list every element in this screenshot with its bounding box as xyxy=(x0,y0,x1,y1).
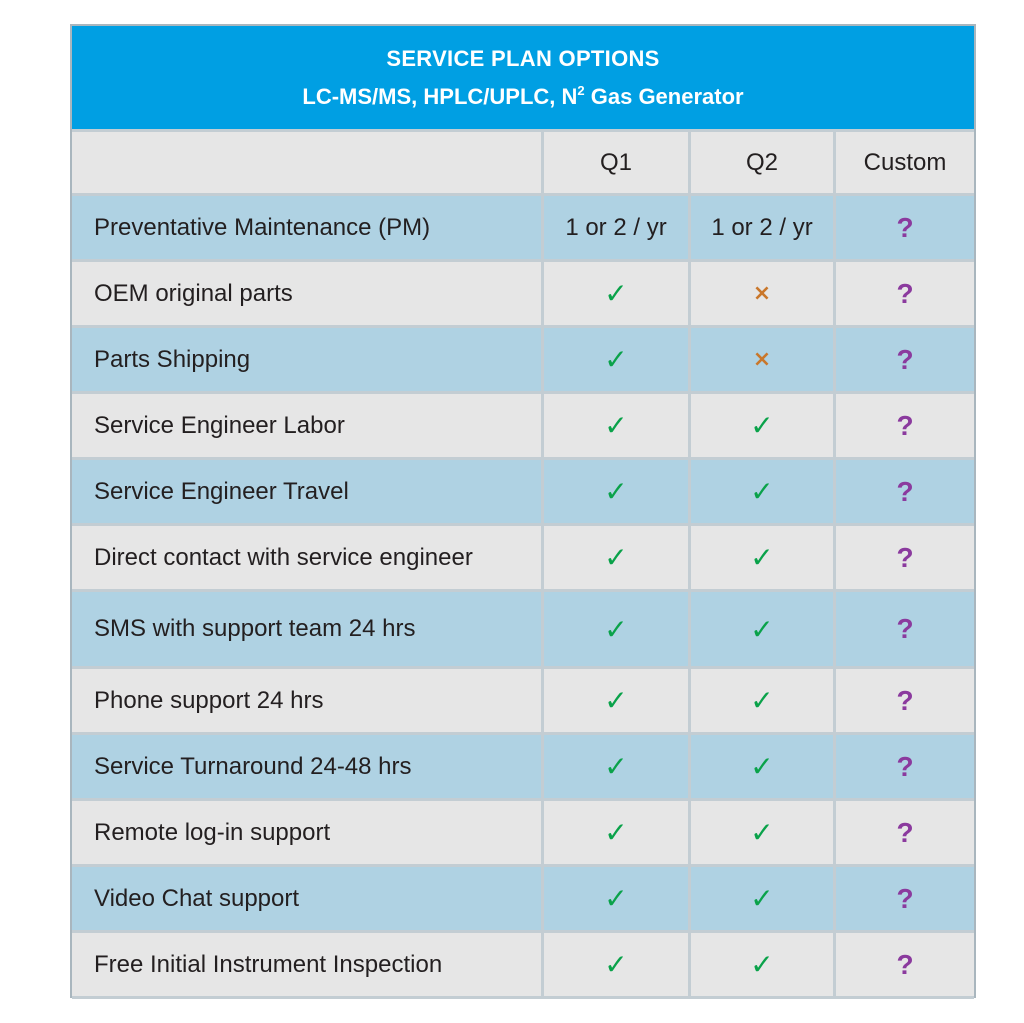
check-icon: ✓ xyxy=(604,816,628,849)
check-icon: ✓ xyxy=(604,343,628,376)
header-q1: Q1 xyxy=(544,129,691,196)
check-icon: ✓ xyxy=(604,948,628,981)
check-icon: ✓ xyxy=(750,684,774,717)
q1-cell xyxy=(544,735,691,801)
table-title-band xyxy=(72,26,974,129)
feature-label: Free Initial Instrument Inspection xyxy=(94,950,443,978)
check-icon: ✓ xyxy=(750,816,774,849)
question-icon: ? xyxy=(896,211,914,243)
q1-cell xyxy=(544,262,691,328)
question-icon: ? xyxy=(896,343,914,375)
check-icon: ✓ xyxy=(604,882,628,915)
check-icon: ✓ xyxy=(604,750,628,783)
feature-cell xyxy=(72,669,544,735)
feature-label: Video Chat support xyxy=(94,884,300,912)
feature-cell xyxy=(72,801,544,867)
feature-label: Service Engineer Travel xyxy=(94,477,349,505)
table-title: SERVICE PLAN OPTIONS xyxy=(386,46,660,71)
feature-cell xyxy=(72,867,544,933)
table-row xyxy=(72,735,974,801)
check-icon: ✓ xyxy=(604,409,628,442)
feature-label: Phone support 24 hrs xyxy=(94,686,324,714)
feature-label: Preventative Maintenance (PM) xyxy=(94,213,431,241)
table-grid xyxy=(72,129,974,999)
check-icon: ✓ xyxy=(750,882,774,915)
q2-cell xyxy=(691,867,836,933)
custom-cell xyxy=(836,669,974,735)
q2-cell xyxy=(691,526,836,592)
feature-cell xyxy=(72,328,544,394)
q1-cell xyxy=(544,394,691,460)
q1-cell xyxy=(544,526,691,592)
table-row xyxy=(72,196,974,262)
table-subtitle xyxy=(72,83,974,110)
question-icon: ? xyxy=(896,613,914,644)
check-icon: ✓ xyxy=(750,948,774,981)
question-icon: ? xyxy=(896,541,914,573)
table-row xyxy=(72,592,974,669)
check-icon: ✓ xyxy=(604,277,628,310)
cross-icon: × xyxy=(752,347,772,372)
check-icon: ✓ xyxy=(604,684,628,717)
check-icon: ✓ xyxy=(604,612,628,646)
custom-cell xyxy=(836,460,974,526)
custom-cell xyxy=(836,328,974,394)
cross-icon: × xyxy=(752,281,772,306)
feature-label: Parts Shipping xyxy=(94,345,251,373)
q2-cell xyxy=(691,394,836,460)
subtitle-suffix: Gas Generator xyxy=(584,84,744,109)
header-custom: Custom xyxy=(836,129,974,196)
custom-cell xyxy=(836,933,974,999)
custom-cell xyxy=(836,867,974,933)
q2-cell xyxy=(691,460,836,526)
q1-cell xyxy=(544,196,691,262)
table-header-row xyxy=(72,129,974,196)
table-row xyxy=(72,328,974,394)
question-icon: ? xyxy=(896,816,914,848)
table-row xyxy=(72,394,974,460)
feature-label: OEM original parts xyxy=(94,279,293,307)
q2-cell xyxy=(691,196,836,262)
question-icon: ? xyxy=(896,409,914,441)
check-icon: ✓ xyxy=(750,612,774,646)
q2-cell xyxy=(691,801,836,867)
subtitle-superscript: 2 xyxy=(577,83,585,98)
feature-cell xyxy=(72,262,544,328)
question-icon: ? xyxy=(896,750,914,782)
q1-cell xyxy=(544,933,691,999)
q1-cell xyxy=(544,801,691,867)
custom-cell xyxy=(836,801,974,867)
check-icon: ✓ xyxy=(750,750,774,783)
q2-cell xyxy=(691,592,836,669)
q2-cell xyxy=(691,735,836,801)
table-row xyxy=(72,526,974,592)
feature-cell xyxy=(72,526,544,592)
feature-label: Service Turnaround 24-48 hrs xyxy=(94,752,412,780)
q2-cell xyxy=(691,262,836,328)
custom-cell xyxy=(836,262,974,328)
table-row xyxy=(72,262,974,328)
q2-cell xyxy=(691,328,836,394)
feature-cell xyxy=(72,196,544,262)
q1-cell xyxy=(544,867,691,933)
question-icon: ? xyxy=(896,475,914,507)
service-plan-table xyxy=(70,24,976,998)
check-icon: ✓ xyxy=(750,409,774,442)
feature-cell xyxy=(72,394,544,460)
cell-value: 1 or 2 / yr xyxy=(711,213,813,241)
feature-cell xyxy=(72,592,544,669)
feature-label: Service Engineer Labor xyxy=(94,411,345,439)
table-row xyxy=(72,933,974,999)
feature-cell xyxy=(72,460,544,526)
check-icon: ✓ xyxy=(604,475,628,508)
q2-cell xyxy=(691,933,836,999)
check-icon: ✓ xyxy=(750,475,774,508)
question-icon: ? xyxy=(896,684,914,716)
q1-cell xyxy=(544,592,691,669)
q1-cell xyxy=(544,669,691,735)
cell-value: 1 or 2 / yr xyxy=(565,213,667,241)
table-row xyxy=(72,801,974,867)
custom-cell xyxy=(836,592,974,669)
header-feature xyxy=(72,129,544,196)
feature-label: Direct contact with service engineer xyxy=(94,543,473,571)
custom-cell xyxy=(836,394,974,460)
check-icon: ✓ xyxy=(604,541,628,574)
table-row xyxy=(72,867,974,933)
table-row xyxy=(72,460,974,526)
custom-cell xyxy=(836,196,974,262)
custom-cell xyxy=(836,735,974,801)
question-icon: ? xyxy=(896,277,914,309)
q1-cell xyxy=(544,328,691,394)
table-body xyxy=(72,196,974,999)
q1-cell xyxy=(544,460,691,526)
feature-cell xyxy=(72,933,544,999)
question-icon: ? xyxy=(896,948,914,980)
header-q2: Q2 xyxy=(691,129,836,196)
custom-cell xyxy=(836,526,974,592)
q2-cell xyxy=(691,669,836,735)
subtitle-prefix: LC-MS/MS, HPLC/UPLC, N xyxy=(302,84,578,109)
question-icon: ? xyxy=(896,882,914,914)
feature-label: Remote log-in support xyxy=(94,818,331,846)
table-row xyxy=(72,669,974,735)
check-icon: ✓ xyxy=(750,541,774,574)
feature-cell xyxy=(72,735,544,801)
feature-label: SMS with support team 24 hrs xyxy=(94,615,416,642)
